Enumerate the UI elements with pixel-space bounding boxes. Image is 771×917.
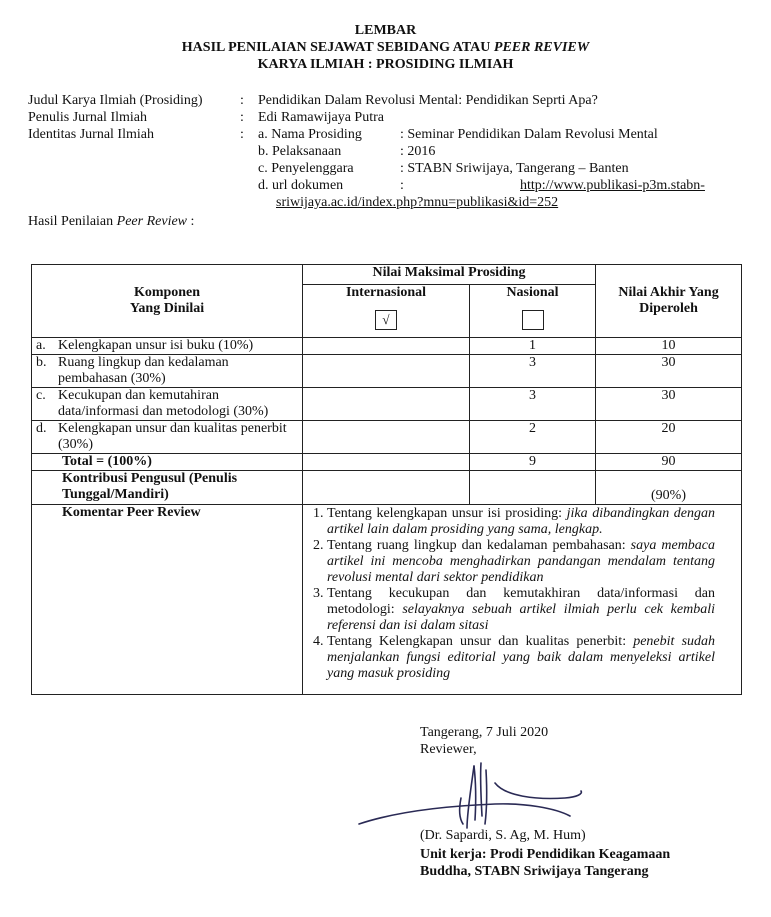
- hasil-label: [28, 213, 194, 230]
- reviewer-name: (Dr. Sapardi, S. Ag, M. Hum): [420, 828, 586, 843]
- title-prefix: HASIL PENILAIAN SEJAWAT SEBIDANG ATAU: [181, 40, 494, 55]
- nasional-label: Nasional: [506, 285, 559, 300]
- kontribusi-value: (90%): [596, 471, 742, 505]
- row-letter: a.: [36, 338, 46, 353]
- comment-italic: saya membaca artikel ini mencoba menghadirkan pandangan mendalam tentang revolusi mental dari sektor pendidikan: [327, 538, 716, 585]
- item-value-url: :: [400, 178, 404, 193]
- header-nilai-max: Nilai Maksimal Prosiding: [303, 265, 596, 285]
- row-label: [32, 388, 303, 421]
- row-akhir: 30: [596, 388, 742, 421]
- colon: :: [240, 127, 244, 142]
- row-letter: b.: [36, 355, 47, 370]
- header-nasional: [470, 285, 596, 338]
- comment-plain: Tentang kecukupan dan kemutakhiran data/informasi dan metodologi:: [327, 586, 716, 617]
- total-label: Total = (100%): [32, 454, 303, 471]
- unit-kerja-line1: Unit kerja: Prodi Pendidikan Keagamaan: [420, 847, 671, 862]
- komponen-header-line2: Yang Dinilai: [129, 301, 205, 316]
- row-nasional: 1: [470, 338, 596, 355]
- total-nasional: 9: [470, 454, 596, 471]
- item-label-pelaksanaan: b. Pelaksanaan: [258, 144, 342, 159]
- place-date: Tangerang, 7 Juli 2020: [420, 725, 549, 740]
- doc-title-line2: [0, 39, 771, 56]
- hasil-suffix: :: [187, 214, 195, 229]
- internasional-checkbox[interactable]: √: [375, 310, 397, 330]
- doc-title-line3: KARYA ILMIAH : PROSIDING ILMIAH: [257, 57, 514, 72]
- row-label: [32, 355, 303, 388]
- item-label-url: d. url dokumen: [258, 178, 344, 193]
- comment-italic: penebit sudah menjalankan fungsi editorial yang baik dalam menyeleksi artikel yang masuk prosiding: [327, 634, 716, 681]
- row-akhir: 30: [596, 355, 742, 388]
- row-internasional: [303, 338, 470, 355]
- row-nasional: 2: [470, 421, 596, 454]
- item-value-pelaksanaan: : 2016: [400, 144, 436, 159]
- row-text: Ruang lingkup dan kedalaman pembahasan (30%): [58, 355, 229, 386]
- row-nasional: 3: [470, 355, 596, 388]
- comment-list: [309, 506, 715, 682]
- kontribusi-nasional: [470, 471, 596, 505]
- table-row: [32, 355, 742, 388]
- kontribusi-internasional: [303, 471, 470, 505]
- row-text: Kelengkapan unsur isi buku (10%): [58, 338, 254, 353]
- item-value-penyelenggara: : STABN Sriwijaya, Tangerang – Banten: [400, 161, 629, 176]
- row-internasional: [303, 421, 470, 454]
- item-label-nama: a. Nama Prosiding: [258, 127, 362, 142]
- comment-plain: Tentang ruang lingkup dan kedalaman pembahasan:: [327, 538, 631, 553]
- row-internasional: [303, 355, 470, 388]
- komentar-row: [32, 505, 742, 695]
- judul-value: Pendidikan Dalam Revolusi Mental: Pendidikan Seprti Apa?: [258, 93, 598, 108]
- kontribusi-row: [32, 471, 742, 505]
- row-nasional: 3: [470, 388, 596, 421]
- row-text: Kelengkapan unsur dan kualitas penerbit (30%): [58, 421, 287, 452]
- judul-label: Judul Karya Ilmiah (Prosiding): [28, 93, 203, 108]
- internasional-label: Internasional: [345, 285, 427, 300]
- nasional-checkbox[interactable]: [522, 310, 544, 330]
- row-letter: c.: [36, 388, 46, 403]
- comment-item: [327, 538, 715, 586]
- doc-title-line1: LEMBAR: [354, 23, 417, 38]
- comment-item: [327, 506, 715, 538]
- hasil-italic: Peer Review: [116, 214, 188, 229]
- nilai-akhir-header-line2: Diperoleh: [639, 301, 698, 316]
- total-row: [32, 454, 742, 471]
- row-letter: d.: [36, 421, 47, 436]
- header-komponen: [32, 265, 303, 338]
- table-row: [32, 388, 742, 421]
- reviewer-role: Reviewer,: [420, 742, 477, 757]
- row-label: [32, 338, 303, 355]
- comment-plain: Tentang Kelengkapan unsur dan kualitas penerbit:: [327, 634, 634, 649]
- row-text: Kecukupan dan kemutahiran data/informasi dan metodologi (30%): [58, 388, 269, 419]
- header-nilai-akhir: [596, 265, 742, 338]
- table-row: [32, 338, 742, 355]
- komentar-content: [303, 505, 742, 695]
- penulis-value: Edi Ramawijaya Putra: [258, 110, 384, 125]
- item-label-penyelenggara: c. Penyelenggara: [258, 161, 354, 176]
- comment-italic: selayaknya sebuah artikel ilmiah perlu cek kembali referensi dan isi dalam sitasi: [327, 602, 715, 633]
- total-internasional: [303, 454, 470, 471]
- review-table: [31, 264, 742, 695]
- hasil-prefix: Hasil Penilaian: [28, 214, 117, 229]
- comment-item: [327, 634, 715, 682]
- colon: :: [240, 110, 244, 125]
- row-label: [32, 421, 303, 454]
- header-internasional: [303, 285, 470, 338]
- comment-italic: jika dibandingkan dengan artikel lain dalam prosiding yang sama, lengkap.: [327, 506, 716, 537]
- total-akhir: 90: [596, 454, 742, 471]
- identitas-label: Identitas Jurnal Ilmiah: [28, 127, 154, 142]
- komponen-header-line1: Komponen: [133, 285, 201, 300]
- comment-plain: Tentang kelengkapan unsur isi prosiding:: [327, 506, 567, 521]
- url-link-line2[interactable]: sriwijaya.ac.id/index.php?mnu=publikasi&id=252: [276, 195, 559, 210]
- table-row: [32, 421, 742, 454]
- kontribusi-label: Kontribusi Pengusul (Penulis Tunggal/Mandiri): [32, 471, 303, 505]
- penulis-label: Penulis Jurnal Ilmiah: [28, 110, 147, 125]
- row-akhir: 20: [596, 421, 742, 454]
- nilai-akhir-header-line1: Nilai Akhir Yang: [618, 285, 719, 300]
- url-link-line1[interactable]: http://www.publikasi-p3m.stabn-: [520, 178, 705, 193]
- colon: :: [240, 93, 244, 108]
- row-akhir: 10: [596, 338, 742, 355]
- signature-image: [355, 758, 600, 838]
- comment-item: [327, 586, 715, 634]
- unit-kerja-line2: Buddha, STABN Sriwijaya Tangerang: [420, 864, 649, 879]
- komentar-label: Komentar Peer Review: [32, 505, 303, 695]
- item-value-nama: : Seminar Pendidikan Dalam Revolusi Mental: [400, 127, 658, 142]
- title-italic: PEER REVIEW: [493, 40, 590, 55]
- row-internasional: [303, 388, 470, 421]
